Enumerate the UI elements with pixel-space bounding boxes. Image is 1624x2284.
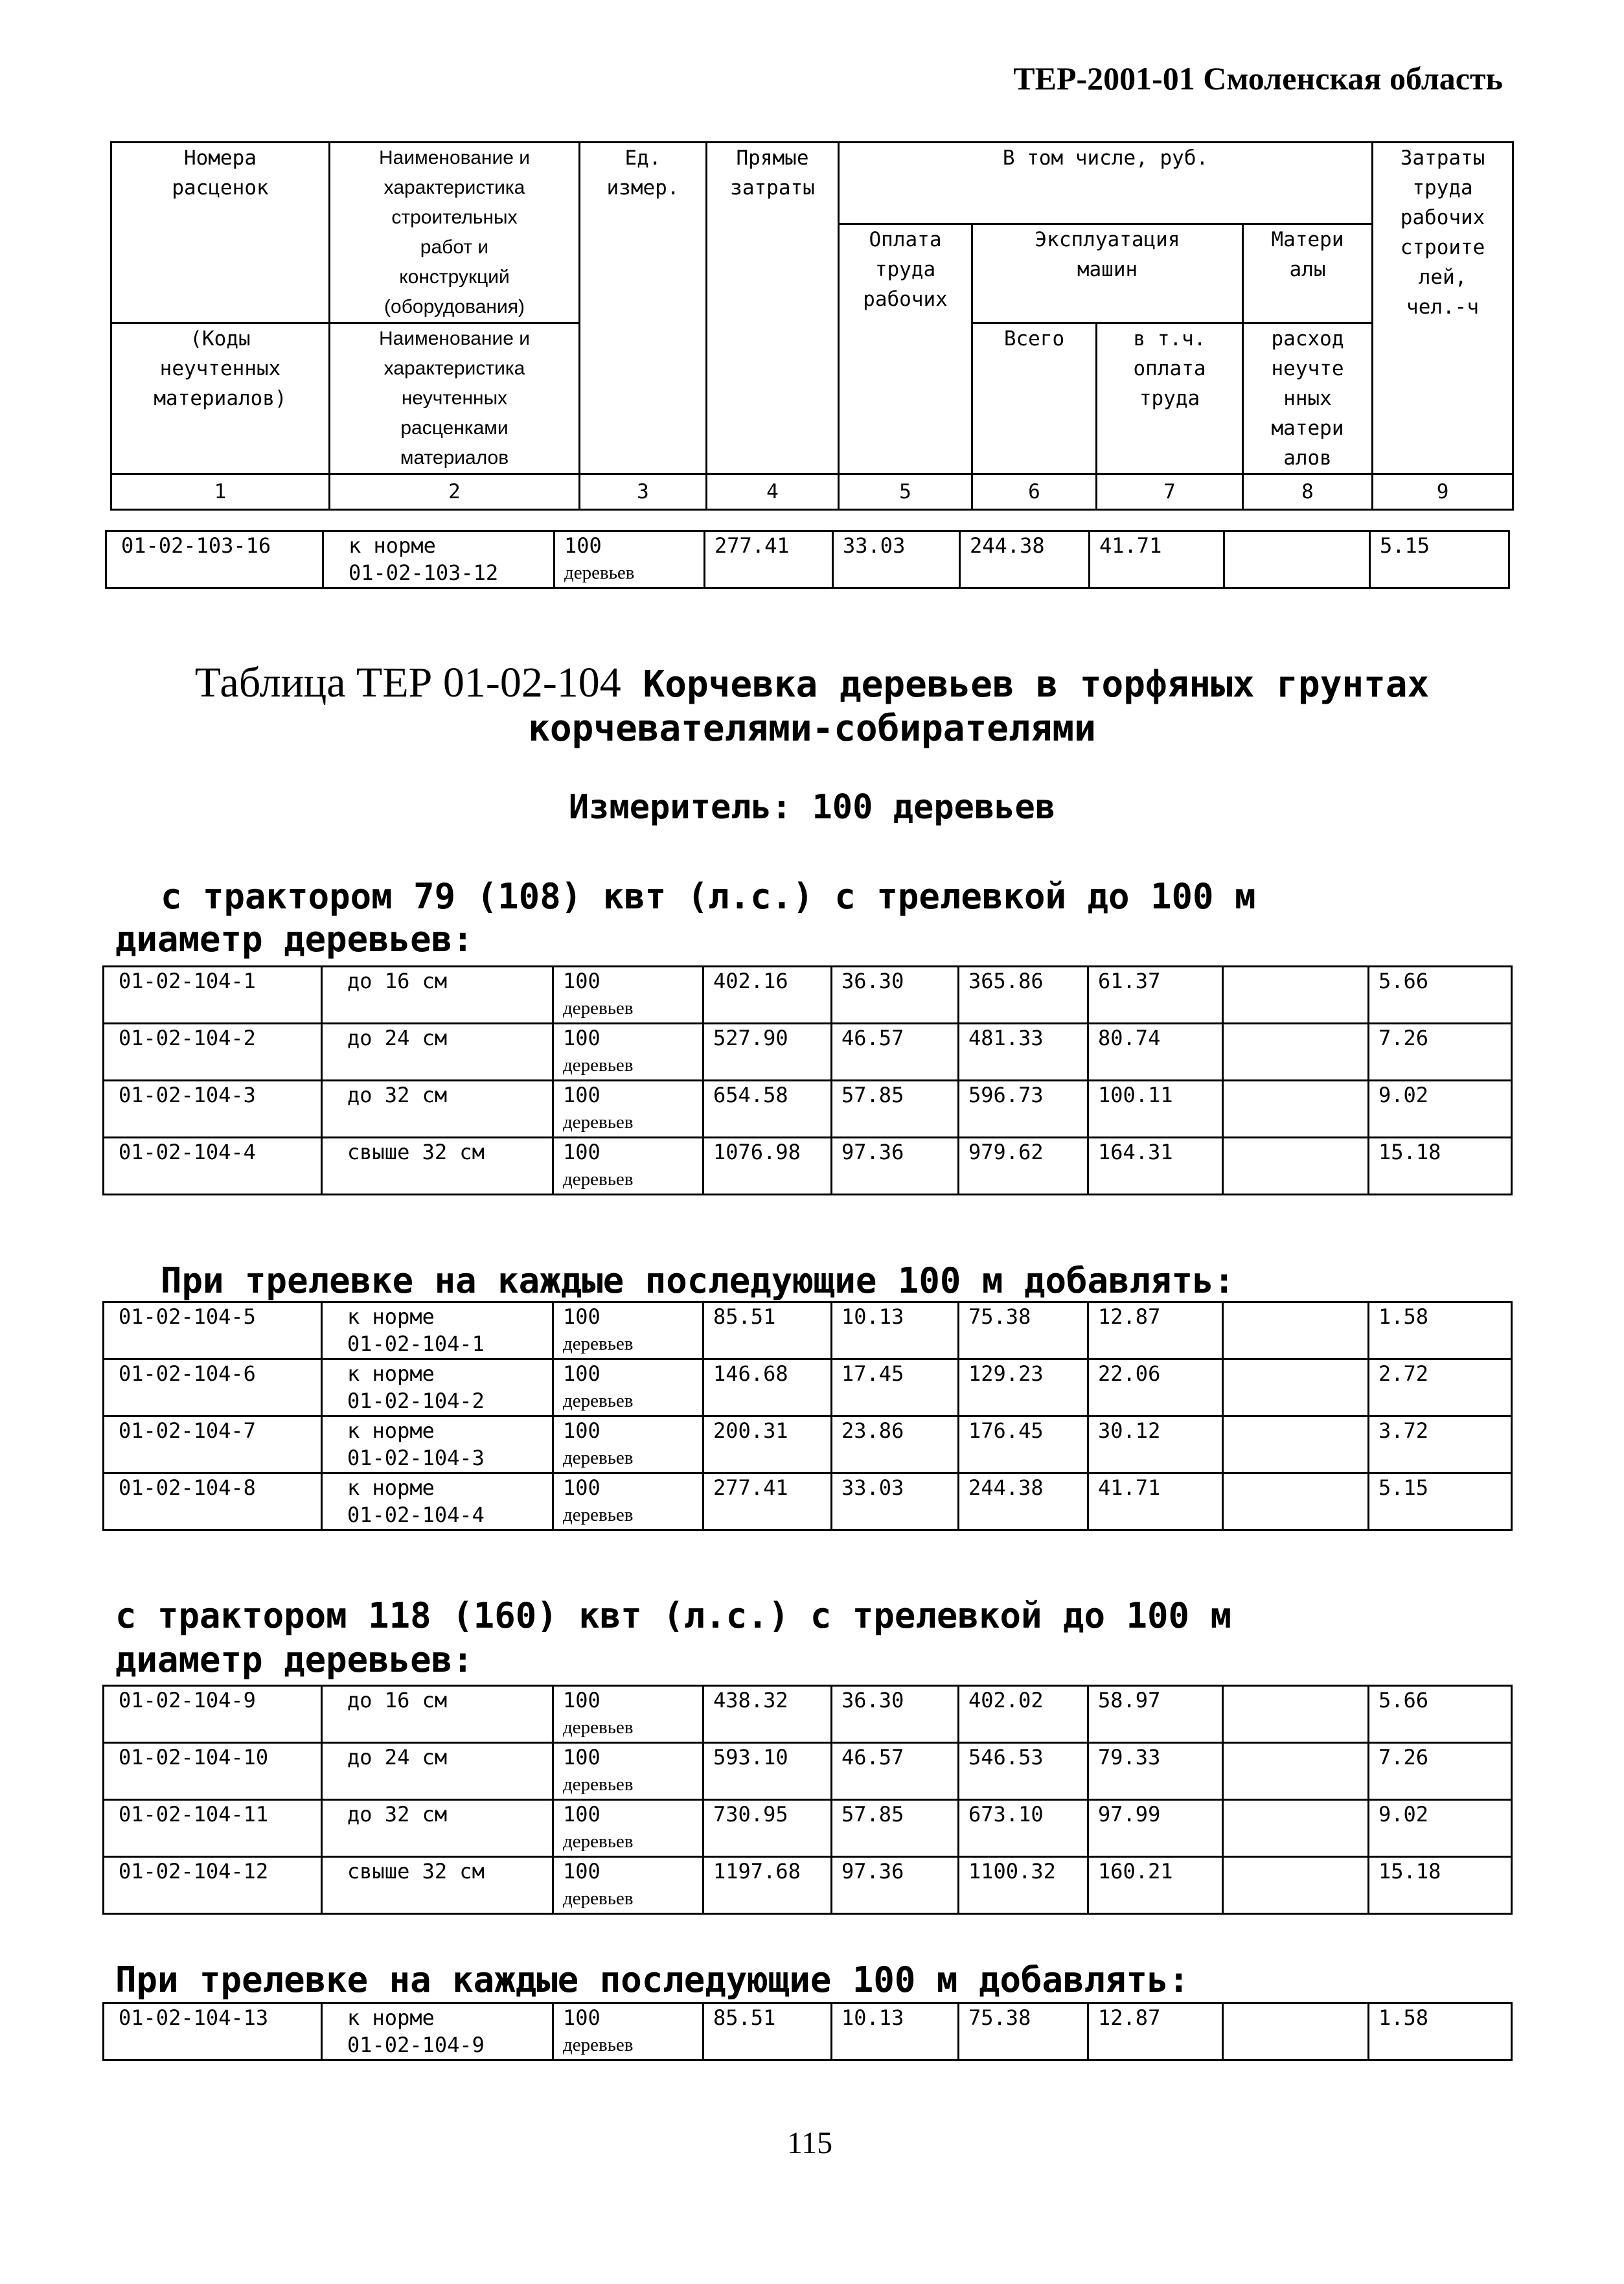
row-wage: 97.36: [832, 1138, 959, 1195]
row-machine-wage: 22.06: [1088, 1359, 1223, 1416]
row-materials: [1223, 1743, 1369, 1800]
row-code: 01-02-104-5: [104, 1302, 322, 1359]
row-materials: [1223, 1138, 1369, 1195]
row-machine-total: 546.53: [959, 1743, 1088, 1800]
row-unit: 100 деревьев: [553, 1857, 703, 1914]
col-number-2: 2: [330, 474, 580, 510]
row-direct-cost: 146.68: [703, 1359, 832, 1416]
row-labor: 7.26: [1369, 1024, 1512, 1081]
row-materials: [1223, 967, 1369, 1024]
row-labor: 9.02: [1369, 1800, 1512, 1857]
row-labor: 5.66: [1369, 1686, 1512, 1743]
row-machine-total: 596.73: [959, 1081, 1088, 1138]
table-row: [104, 1800, 1512, 1857]
row-wage: 97.36: [832, 1857, 959, 1914]
row-name: к норме 01-02-104-9: [322, 2003, 553, 2060]
col-number-4: 4: [707, 474, 839, 510]
row-materials: [1223, 2003, 1369, 2060]
row-machine-total: 244.38: [959, 1473, 1088, 1530]
row-labor: 7.26: [1369, 1743, 1512, 1800]
header-col2-bottom: Наименование и характеристика неучтенных расценками материалов: [330, 323, 580, 474]
row-materials: [1223, 1416, 1369, 1473]
row-code: 01-02-104-11: [104, 1800, 322, 1857]
row-materials: [1223, 1473, 1369, 1530]
row-wage: 17.45: [832, 1359, 959, 1416]
add2-title: При трелевке на каждые последующие 100 м добавлять:: [115, 1959, 1190, 2000]
row-code: 01-02-104-3: [104, 1081, 322, 1138]
row-name: к норме 01-02-104-4: [322, 1473, 553, 1530]
section1-table: [102, 965, 1513, 1195]
row-machine-wage: 160.21: [1088, 1857, 1223, 1914]
row-name: к норме 01-02-104-2: [322, 1359, 553, 1416]
row-machine-wage: 97.99: [1088, 1800, 1223, 1857]
header-col4-direct: Прямые затраты: [707, 143, 839, 474]
row-wage: 46.57: [832, 1024, 959, 1081]
col-number-1: 1: [111, 474, 330, 510]
col-number-3: 3: [580, 474, 707, 510]
col-number-8: 8: [1243, 474, 1373, 510]
header-col1-bottom: (Коды неучтенных материалов): [111, 323, 330, 474]
row-machine-total: 244.38: [960, 531, 1090, 588]
row-machine-wage: 164.31: [1088, 1138, 1223, 1195]
row-direct-cost: 277.41: [705, 531, 833, 588]
row-code: 01-02-104-6: [104, 1359, 322, 1416]
row-machine-wage: 61.37: [1088, 967, 1223, 1024]
row-name: до 32 см: [322, 1800, 553, 1857]
row-machine-total: 75.38: [959, 1302, 1088, 1359]
page-number: 115: [786, 2126, 833, 2160]
row-wage: 57.85: [832, 1081, 959, 1138]
row-unit: 100 деревьев: [553, 1302, 703, 1359]
header-col8-top: Матери алы: [1243, 224, 1373, 323]
table-row: [104, 1743, 1512, 1800]
row-machine-wage: 100.11: [1088, 1081, 1223, 1138]
section2-subtitle: диаметр деревьев:: [115, 1639, 474, 1680]
row-machine-total: 481.33: [959, 1024, 1088, 1081]
measure-unit: Измеритель: 100 деревьев: [568, 788, 1056, 827]
add1-title: При трелевке на каждые последующие 100 м добавлять:: [161, 1260, 1235, 1301]
row-code: 01-02-104-13: [104, 2003, 322, 2060]
row-name: к норме 01-02-104-3: [322, 1416, 553, 1473]
row-code: 01-02-104-9: [104, 1686, 322, 1743]
row-code: 01-02-104-7: [104, 1416, 322, 1473]
table-row: [104, 1857, 1512, 1914]
row-machine-total: 129.23: [959, 1359, 1088, 1416]
row-machine-wage: 12.87: [1088, 2003, 1223, 2060]
table-row: [104, 1359, 1512, 1416]
row-name: до 16 см: [322, 1686, 553, 1743]
col-number-7: 7: [1097, 474, 1243, 510]
row-unit: 100 деревьев: [553, 1138, 703, 1195]
row-machine-wage: 58.97: [1088, 1686, 1223, 1743]
row-name: до 24 см: [322, 1743, 553, 1800]
row-direct-cost: 402.16: [703, 967, 832, 1024]
row-name: до 16 см: [322, 967, 553, 1024]
section1-subtitle: диаметр деревьев:: [115, 919, 474, 960]
row-unit: 100 деревьев: [553, 1024, 703, 1081]
row-labor: 15.18: [1369, 1857, 1512, 1914]
row-unit: 100 деревьев: [553, 1416, 703, 1473]
row-direct-cost: 1076.98: [703, 1138, 832, 1195]
row-labor: 1.58: [1369, 2003, 1512, 2060]
row-wage: 10.13: [832, 2003, 959, 2060]
row-materials: [1223, 1857, 1369, 1914]
row-code: 01-02-104-10: [104, 1743, 322, 1800]
row-materials: [1223, 1800, 1369, 1857]
col-number-9: 9: [1373, 474, 1513, 510]
row-machine-total: 1100.32: [959, 1857, 1088, 1914]
row-name: до 24 см: [322, 1024, 553, 1081]
row-name: свыше 32 см: [322, 1138, 553, 1195]
table-row: [104, 1138, 1512, 1195]
row-materials: [1223, 1686, 1369, 1743]
row-name: свыше 32 см: [322, 1857, 553, 1914]
previous-table-row: [105, 530, 1510, 589]
table-row: [104, 1024, 1512, 1081]
row-direct-cost: 85.51: [703, 2003, 832, 2060]
row-materials: [1223, 1024, 1369, 1081]
row-machine-total: 979.62: [959, 1138, 1088, 1195]
page-header-title: ТЕР-2001-01 Смоленская область: [1013, 60, 1503, 97]
row-direct-cost: 200.31: [703, 1416, 832, 1473]
row-unit: 100 деревьев: [553, 1359, 703, 1416]
row-wage: 57.85: [832, 1800, 959, 1857]
table-row: [104, 1686, 1512, 1743]
row-labor: 5.15: [1370, 531, 1509, 588]
row-labor: 5.66: [1369, 967, 1512, 1024]
section1-title: с трактором 79 (108) квт (л.с.) с трелевкой до 100 м: [161, 876, 1256, 917]
table-row: [104, 1416, 1512, 1473]
row-direct-cost: 527.90: [703, 1024, 832, 1081]
row-direct-cost: 438.32: [703, 1686, 832, 1743]
row-wage: 10.13: [832, 1302, 959, 1359]
row-wage: 33.03: [833, 531, 960, 588]
row-wage: 36.30: [832, 1686, 959, 1743]
row-labor: 15.18: [1369, 1138, 1512, 1195]
row-materials: [1224, 531, 1370, 588]
header-including: В том числе, руб.: [839, 143, 1373, 224]
row-machine-wage: 80.74: [1088, 1024, 1223, 1081]
add2-table: [102, 2002, 1513, 2061]
table-row: [104, 1081, 1512, 1138]
row-machine-wage: 41.71: [1088, 1473, 1223, 1530]
section2-table: [102, 1685, 1513, 1915]
row-unit: 100 деревьев: [555, 531, 705, 588]
col-number-5: 5: [839, 474, 972, 510]
row-wage: 46.57: [832, 1743, 959, 1800]
row-labor: 9.02: [1369, 1081, 1512, 1138]
row-machine-total: 75.38: [959, 2003, 1088, 2060]
row-machine-total: 365.86: [959, 967, 1088, 1024]
row-labor: 3.72: [1369, 1416, 1512, 1473]
row-machine-total: 673.10: [959, 1800, 1088, 1857]
table-row: [104, 2003, 1512, 2060]
row-machine-total: 402.02: [959, 1686, 1088, 1743]
row-name: к норме 01-02-104-1: [322, 1302, 553, 1359]
row-unit: 100 деревьев: [553, 1743, 703, 1800]
row-code: 01-02-104-8: [104, 1473, 322, 1530]
row-wage: 36.30: [832, 967, 959, 1024]
row-machine-wage: 41.71: [1090, 531, 1224, 588]
header-col3-unit: Ед. измер.: [580, 143, 707, 474]
row-machine-wage: 30.12: [1088, 1416, 1223, 1473]
table-row: [104, 1473, 1512, 1530]
row-code: 01-02-104-4: [104, 1138, 322, 1195]
row-wage: 23.86: [832, 1416, 959, 1473]
row-machine-wage: 12.87: [1088, 1302, 1223, 1359]
row-code: 01-02-103-16: [106, 531, 323, 588]
row-direct-cost: 85.51: [703, 1302, 832, 1359]
row-materials: [1223, 1302, 1369, 1359]
row-direct-cost: 730.95: [703, 1800, 832, 1857]
row-code: 01-02-104-12: [104, 1857, 322, 1914]
row-wage: 33.03: [832, 1473, 959, 1530]
col-number-6: 6: [972, 474, 1097, 510]
row-direct-cost: 654.58: [703, 1081, 832, 1138]
table-title: Таблица ТЕР 01-02-104 Корчевка деревьев в торфяных грунтах корчевателями-собирателями: [194, 659, 1430, 750]
column-header-table: [110, 141, 1514, 511]
header-col6-total: Всего: [972, 323, 1097, 474]
row-unit: 100 деревьев: [553, 1686, 703, 1743]
row-name: до 32 см: [322, 1081, 553, 1138]
row-direct-cost: 593.10: [703, 1743, 832, 1800]
section2-title: с трактором 118 (160) квт (л.с.) с трелевкой до 100 м: [115, 1595, 1232, 1636]
row-labor: 5.15: [1369, 1473, 1512, 1530]
row-machine-total: 176.45: [959, 1416, 1088, 1473]
row-unit: 100 деревьев: [553, 2003, 703, 2060]
row-name: к норме 01-02-103-12: [323, 531, 555, 588]
row-labor: 2.72: [1369, 1359, 1512, 1416]
row-direct-cost: 277.41: [703, 1473, 832, 1530]
header-col1-top: Номера расценок: [111, 143, 330, 323]
header-col5-wage: Оплата труда рабочих: [839, 224, 972, 474]
header-col9-labor: Затраты труда рабочих строите лей, чел.-ч: [1373, 143, 1513, 474]
row-labor: 1.58: [1369, 1302, 1512, 1359]
row-materials: [1223, 1081, 1369, 1138]
row-unit: 100 деревьев: [553, 1473, 703, 1530]
row-machine-wage: 79.33: [1088, 1743, 1223, 1800]
row-unit: 100 деревьев: [553, 1081, 703, 1138]
row-unit: 100 деревьев: [553, 1800, 703, 1857]
header-col8-bottom: расход неучте нных матери алов: [1243, 323, 1373, 474]
row-code: 01-02-104-2: [104, 1024, 322, 1081]
row-materials: [1223, 1359, 1369, 1416]
header-col2-top: Наименование и характеристика строительных работ и конструкций (оборудования): [330, 143, 580, 323]
table-row: [104, 967, 1512, 1024]
header-exploitation: Эксплуатация машин: [972, 224, 1243, 323]
add1-table: [102, 1301, 1513, 1531]
table-row: [104, 1302, 1512, 1359]
row-code: 01-02-104-1: [104, 967, 322, 1024]
row-unit: 100 деревьев: [553, 967, 703, 1024]
header-col7-mach-wage: в т.ч. оплата труда: [1097, 323, 1243, 474]
row-direct-cost: 1197.68: [703, 1857, 832, 1914]
